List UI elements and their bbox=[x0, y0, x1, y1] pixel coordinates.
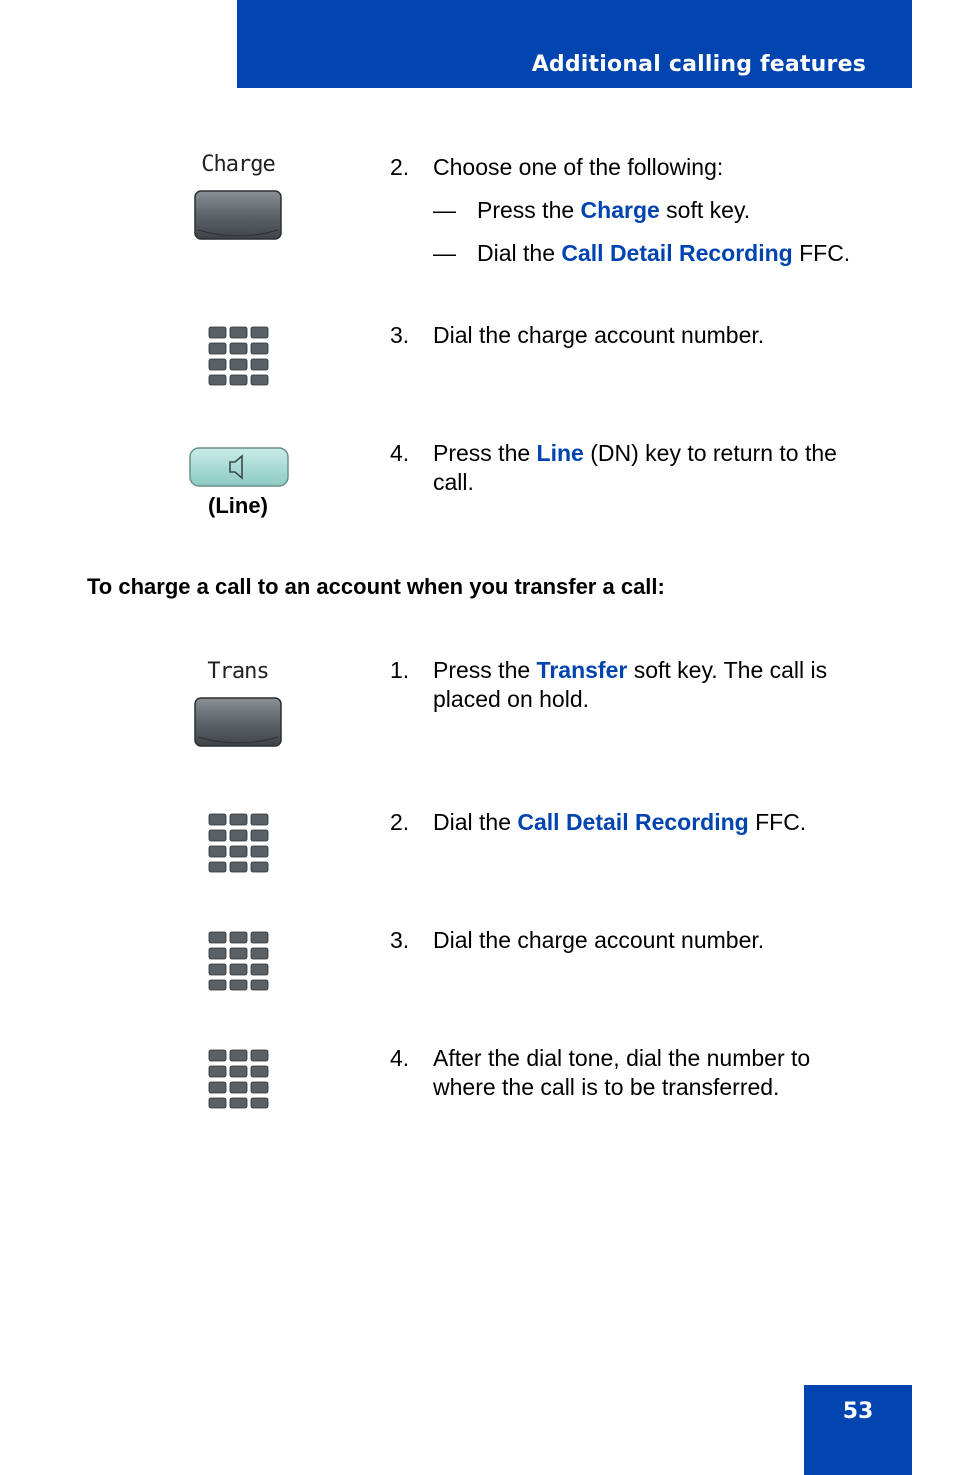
charge-softkey-icon[interactable] bbox=[194, 190, 282, 240]
keypad-icon bbox=[208, 1049, 270, 1109]
header-title: Additional calling features bbox=[531, 52, 866, 77]
line-key-caption: (Line) bbox=[208, 493, 268, 518]
page-number-box bbox=[804, 1385, 912, 1475]
charge-keyword: Charge bbox=[580, 197, 660, 223]
trans-softkey-label: Trans bbox=[207, 659, 269, 684]
header-bar bbox=[237, 0, 912, 88]
transfer-keyword: Transfer bbox=[536, 657, 628, 683]
keypad-icon bbox=[208, 813, 270, 873]
keypad-icon bbox=[208, 931, 270, 991]
trans-softkey-icon[interactable] bbox=[194, 697, 282, 747]
section-heading: To charge a call to an account when you transfer a call: bbox=[87, 574, 665, 599]
cdr-keyword: Call Detail Recording bbox=[561, 240, 793, 266]
page-number: 53 bbox=[842, 1399, 874, 1424]
line-keyword: Line bbox=[536, 440, 584, 466]
charge-softkey-label: Charge bbox=[201, 152, 275, 177]
line-key-icon[interactable] bbox=[189, 446, 289, 488]
cdr-keyword: Call Detail Recording bbox=[517, 809, 749, 835]
keypad-icon bbox=[208, 326, 270, 386]
